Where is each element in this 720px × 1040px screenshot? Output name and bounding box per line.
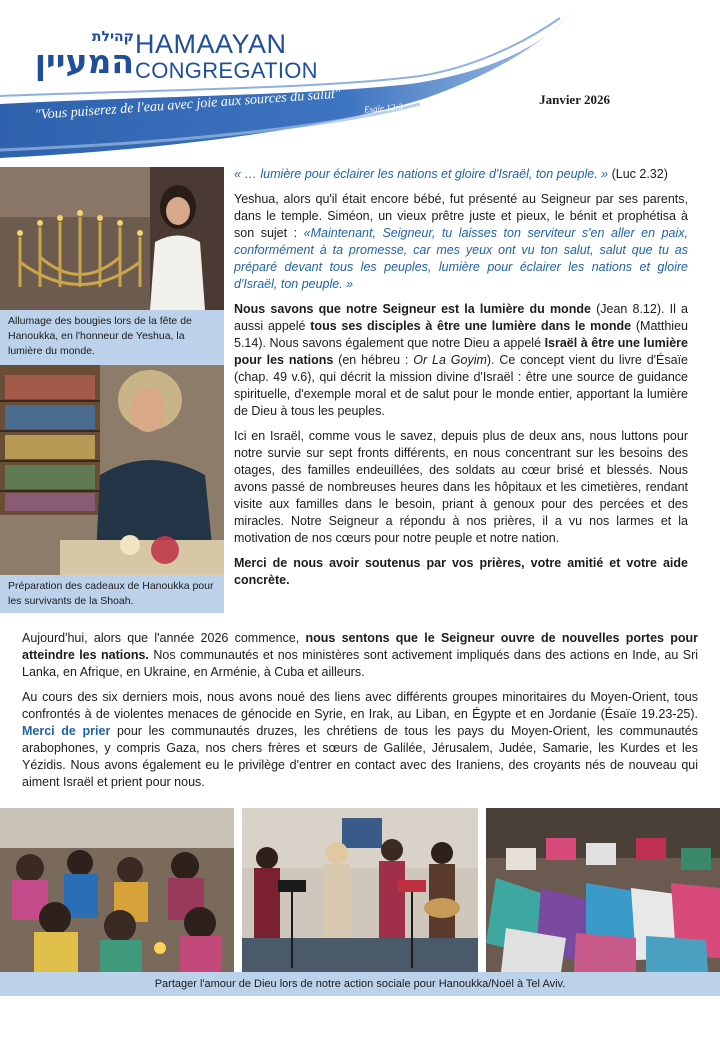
logo-line1: HAMAAYAN [135,29,287,59]
logo-hebrew [34,29,134,81]
bottom-caption: Partager l'amour de Dieu lors de notre action sociale pour Hanoukka/Noël à Tel Aviv. [0,972,720,996]
logo-hebrew-big: המעיין [34,42,134,81]
simeon-quote: «Maintenant, Seigneur, tu laisses ton serviteur s'en aller en paix, conformément à ta promesse, car mes yeux ont vu ton salut, salut que tu as préparé devant tous les peuples, lumière pour éclairer les nations et gloire d'Israël, ton peuple. » [234,226,688,291]
doors-text-2: Nos communautés et nos ministères sont activement impliqués dans des actions en Inde, au Sri Lanka, en Afrique, en Ukraine, en Arménie, à Cuba et ailleurs. [22,648,699,679]
photo2-caption: Préparation des cadeaux de Hanoukka pour les survivants de la Shoah. [0,575,224,613]
paragraph-thanks: Merci de nous avoir soutenus par vos prières, votre amitié et votre aide concrète. [234,556,688,587]
crowd-photo [0,808,234,972]
article-right-column [234,166,688,597]
light-bold-1: Nous savons que notre Seigneur est la lumière du monde [234,302,591,316]
opening-verse-quote: « … lumière pour éclairer les nations et gloire d'Israël, ton peuple. » [234,167,609,181]
light-text-2: (Matthieu 5.14). Nous savons également que notre Dieu a appelé [234,319,688,350]
gift-preparation-photo [0,365,224,575]
logo-line2: CONGREGATION [135,58,318,83]
logo-english [135,31,318,82]
light-text-1: (Jean 8.12). Il a aussi appelé [234,302,688,333]
photo1-caption: Allumage des bougies lors de la fête de Hanoukka, en l'honneur de Yeshua, la lumière du monde. [0,310,224,365]
motto-reference: Esaïe 12:3 [363,101,404,115]
simeon-text: Yeshua, alors qu'il était encore bébé, fut présenté au Seigneur par ses parents, dans le temple. Siméon, un vieux prêtre juste et pieux, le bénit et prophétisa à son sujet : [234,192,688,240]
doors-bold: nous sentons que le Seigneur ouvre de nouvelles portes pour atteindre les nations. [22,631,699,662]
newsletter-header [0,0,720,165]
doors-text-1: Aujourd'hui, alors que l'année 2026 commence, [22,631,306,645]
water-swoosh-graphic [0,0,720,165]
paragraph-light-of-world [234,301,688,420]
mideast-text-2: pour les communautés druzes, les chrétiens de tous les pays du Moyen-Orient, les communautés arabophones, y compris Gaza, nos chers frères et sœurs de Galilée, Jérusalem, Judée, Samarie, les Kurdes et les Yézidis. Nous avons également eu le privilège d'entrer en contact avec des Iraniens, des croyants nés de nouveau qui aiment Israël et prient pour nous. [22,724,698,789]
opening-verse-ref: (Luc 2.32) [608,167,668,181]
worship-team-photo [242,808,478,972]
motto: "Vous puiserez de l'eau avec joie aux sources du salut" [34,86,342,123]
paragraph-simeon [234,191,688,293]
mideast-text-1: Au cours des six derniers mois, nous avons noué des liens avec différents groupes minoritaires du Moyen-Orient, tous confrontés à de violentes menaces de génocide en Syrie, en Irak, au Liban, en Égypte et en Jordanie (Ésaïe 19.23-25). [22,690,698,721]
paragraph-new-doors [22,630,698,681]
paragraph-israel-fronts: Ici en Israël, comme vous le savez, depuis plus de deux ans, nous luttons pour notre survie sur sept fronts différents, en nous concentrant sur les besoins des otages, des familles endeuillées, des soldats au cœur brisé et blessés. Nous avons passé de nombreuses heures dans les hôpitaux et les cimetières, rendant visite aux familles dans le besoin, priant à genoux pour des percées et des miracles. Notre Seigneur a répondu à nos prières, il a vu nos larmes et la motivation de nos cœurs pour notre peuple et notre nation. [234,429,688,545]
light-bold-2: tous ses disciples à être une lumière dans le monde [310,319,632,333]
article-full-width [22,630,698,799]
opening-verse [234,166,688,183]
light-text-3: (en hébreu : [333,353,414,367]
light-bold-3: Israël à être une lumière pour les nations [234,336,688,367]
light-text-4: ). Ce concept vient du livre d'Ésaïe (chap. 49 v.6), qui décrit la mission divine d'Israël : être une source de guidance spirituelle, d'exemple moral et de salut pour le monde entier, apportant la lumière de Dieu à tous les peuples. [234,353,688,418]
logo-hebrew-small: קהילת [91,29,134,45]
menorah-lighting-photo [0,167,224,310]
pray-link: Merci de prier [22,724,111,738]
issue-date: Janvier 2026 [539,92,610,107]
paragraph-middle-east [22,689,698,791]
gift-bags-photo [486,808,720,972]
light-italic: Or La Goyim [413,353,487,367]
